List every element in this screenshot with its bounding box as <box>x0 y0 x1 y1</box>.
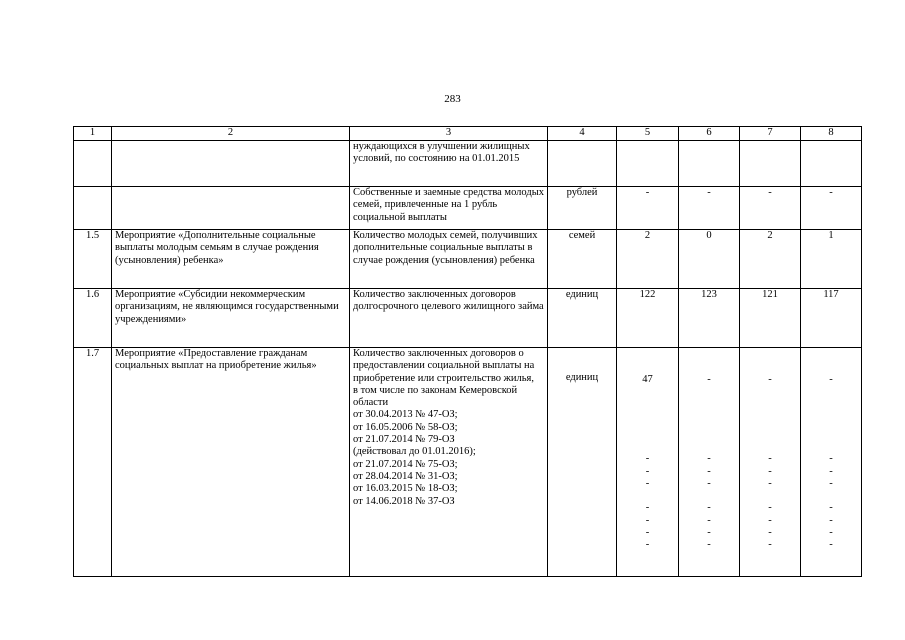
unit-cell <box>548 141 617 187</box>
value-cell: 123 <box>679 289 740 348</box>
law-value: - <box>707 514 711 526</box>
law-value <box>620 490 675 502</box>
law-value: - <box>645 502 650 514</box>
num-cell: 1.5 <box>74 230 112 289</box>
value-cell <box>679 348 740 577</box>
law-line: от 21.07.2014 № 75-ОЗ; <box>353 458 458 470</box>
page-number: 283 <box>444 93 461 105</box>
law-value <box>743 490 797 502</box>
indicator-cell <box>350 348 548 577</box>
header-cell: 4 <box>548 127 617 141</box>
event-cell: Мероприятие «Предоставление гражданам социальных выплат на приобретение жилья» <box>112 348 350 577</box>
value-cell <box>679 141 740 187</box>
header-cell: 1 <box>74 127 112 141</box>
table-row <box>74 289 862 348</box>
unit-cell: единиц <box>548 289 617 348</box>
value-cell: 117 <box>801 289 862 348</box>
header-cell: 8 <box>801 127 862 141</box>
value-cell: - <box>617 187 679 230</box>
law-value: - <box>829 477 833 489</box>
value-cell <box>740 348 801 577</box>
value-cell <box>801 141 862 187</box>
table-row <box>74 230 862 289</box>
law-line: от 21.07.2014 № 79-ОЗ <box>353 434 455 446</box>
law-value: - <box>829 527 833 539</box>
table-row <box>74 348 862 577</box>
law-value: - <box>645 527 650 539</box>
value-cell: - <box>679 187 740 230</box>
law-value: - <box>829 502 833 514</box>
including-text: в том числе по законам Кемеровской области <box>353 384 518 409</box>
law-value: - <box>707 539 711 551</box>
law-value: - <box>707 477 711 489</box>
total-value: - <box>829 374 833 385</box>
value-cell: 2 <box>740 230 801 289</box>
law-value: - <box>768 477 772 489</box>
law-line: от 30.04.2013 № 47-ОЗ; <box>353 409 458 421</box>
law-value: - <box>645 465 650 477</box>
unit-cell: семей <box>548 230 617 289</box>
header-cell: 5 <box>617 127 679 141</box>
value-cell <box>617 141 679 187</box>
law-line: от 16.03.2015 № 18-ОЗ; <box>353 483 458 495</box>
event-cell <box>112 141 350 187</box>
law-value: - <box>645 453 650 465</box>
unit-cell <box>548 348 617 577</box>
law-line: от 16.05.2006 № 58-ОЗ; <box>353 421 458 433</box>
event-cell: Мероприятие «Дополнительные социальные выплаты молодым семьям в случае рождения (усыновления) ребенка» <box>112 230 350 289</box>
value-cell <box>801 348 862 577</box>
indicator-cell: нуждающихся в улучшении жилищных условий, по состоянию на 01.01.2015 <box>350 141 548 187</box>
value-cell: 122 <box>617 289 679 348</box>
header-cell: 2 <box>112 127 350 141</box>
law-value: - <box>768 502 772 514</box>
law-value: - <box>707 527 711 539</box>
table-row <box>74 141 862 187</box>
indicator-text: Количество заключенных договоров о предоставлении социальной выплаты на приобретение или строительство жилья, <box>353 348 535 384</box>
total-value: - <box>768 374 772 385</box>
value-cell: 1 <box>801 230 862 289</box>
law-value: - <box>829 539 833 551</box>
value-cell <box>617 348 679 577</box>
num-cell <box>74 187 112 230</box>
law-value: - <box>768 539 772 551</box>
law-value: - <box>707 453 711 465</box>
num-cell: 1.7 <box>74 348 112 577</box>
num-cell: 1.6 <box>74 289 112 348</box>
law-value: - <box>829 514 833 526</box>
total-value: - <box>707 374 711 385</box>
law-value: - <box>645 539 650 551</box>
law-line: от 28.04.2014 № 31-ОЗ; <box>353 470 458 482</box>
unit-text: единиц <box>565 372 599 383</box>
law-value <box>804 490 858 502</box>
event-cell <box>112 187 350 230</box>
value-cell: 0 <box>679 230 740 289</box>
event-cell: Мероприятие «Субсидии некоммерческим организациям, не являющимся государственными учреждениями» <box>112 289 350 348</box>
law-value <box>682 490 736 502</box>
law-value: - <box>707 465 711 477</box>
law-value: - <box>768 453 772 465</box>
header-cell: 6 <box>679 127 740 141</box>
indicator-cell: Количество молодых семей, получивших дополнительные социальные выплаты в случае рождения (усыновления) ребенка <box>350 230 548 289</box>
table-row <box>74 187 862 230</box>
value-cell: - <box>740 187 801 230</box>
indicator-cell: Собственные и заемные средства молодых семей, привлеченные на 1 рубль социальной выплаты <box>350 187 548 230</box>
law-value: - <box>645 514 650 526</box>
value-cell: 2 <box>617 230 679 289</box>
law-value: - <box>707 502 711 514</box>
header-cell: 7 <box>740 127 801 141</box>
indicator-cell: Количество заключенных договоров долгосрочного целевого жилищного займа <box>350 289 548 348</box>
law-value: - <box>645 477 650 489</box>
value-cell: 121 <box>740 289 801 348</box>
law-value: - <box>768 514 772 526</box>
unit-cell: рублей <box>548 187 617 230</box>
value-cell: - <box>801 187 862 230</box>
header-cell: 3 <box>350 127 548 141</box>
law-value: - <box>768 465 772 477</box>
value-cell <box>740 141 801 187</box>
indicators-table <box>73 126 862 577</box>
header-row <box>74 127 862 141</box>
total-value: 47 <box>642 374 653 385</box>
law-line: от 14.06.2018 № 37-ОЗ <box>353 495 455 507</box>
law-value: - <box>768 527 772 539</box>
law-value: - <box>829 453 833 465</box>
law-value: - <box>829 465 833 477</box>
law-line: (действовал до 01.01.2016); <box>353 446 476 458</box>
num-cell <box>74 141 112 187</box>
